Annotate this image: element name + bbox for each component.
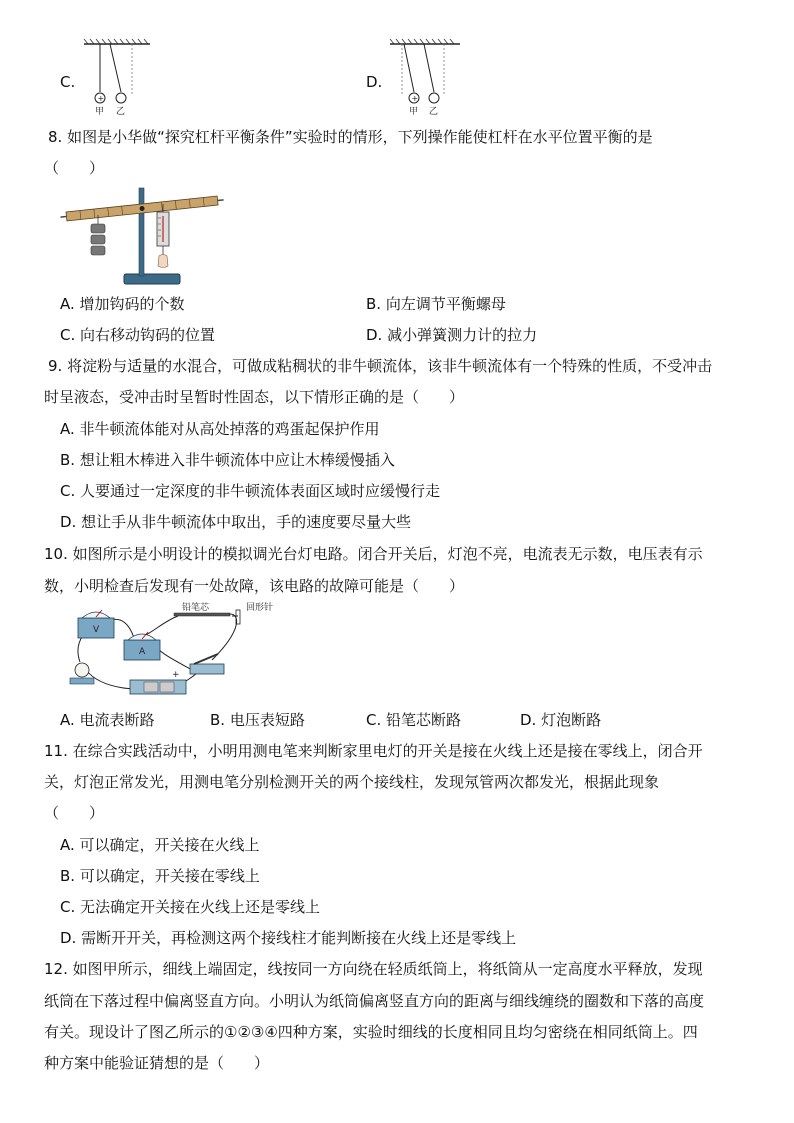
q9-option-a: A. 非牛顿流体能对从高处掉落的鸡蛋起保护作用 <box>60 420 380 438</box>
q7-d-jia-label: 甲 <box>409 107 419 117</box>
q11-stem-line2: 关，灯泡正常发光，用测电笔分别检测开关的两个接线柱，发现氖管两次都发光，根据此现象 <box>44 773 660 791</box>
q11-option-b: B. 可以确定，开关接在零线上 <box>60 867 260 885</box>
q10-option-a: A. 电流表断路 <box>60 711 155 729</box>
q7-c-jia-label: 甲 <box>95 107 105 117</box>
q12-stem-line1: 12. 如图甲所示，细线上端固定，线按同一方向绕在轻质纸筒上，将纸筒从一定高度水平释放，发现 <box>44 960 703 978</box>
q9-stem-line2: 时呈液态，受冲击时呈暂时性固态，以下情形正确的是（ ） <box>44 388 465 406</box>
q12-stem-line2: 纸筒在下落过程中偏离竖直方向。小明认为纸筒偏离竖直方向的距离与细线缠绕的圈数和下落的高度 <box>44 992 705 1010</box>
svg-text:+: + <box>411 94 419 103</box>
q11-option-d: D. 需断开开关，再检测这两个接线柱才能判断接在火线上还是零线上 <box>60 929 517 947</box>
q8-option-c: C. 向右移动钩码的位置 <box>60 326 216 344</box>
q8-stem: 8. 如图是小华做“探究杠杆平衡条件”实验时的情形，下列操作能使杠杆在水平位置平衡的是 <box>48 128 653 146</box>
q11-option-a: A. 可以确定，开关接在火线上 <box>60 836 260 854</box>
q10-option-b: B. 电压表短路 <box>210 711 305 729</box>
q9-option-b: B. 想让粗木棒进入非牛顿流体中应让木棒缓慢插入 <box>60 451 395 469</box>
q8-paren: （ ） <box>44 159 105 177</box>
q7-d-yi-label: 乙 <box>429 107 439 117</box>
q12-stem-line3: 有关。现设计了图乙所示的①②③④四种方案，实验时细线的长度相同且均匀密绕在相同纸筒上。四 <box>44 1023 698 1041</box>
q7-option-c-figure <box>82 36 152 116</box>
q11-stem-line1: 11. 在综合实践活动中，小明用测电笔来判断家里电灯的开关是接在火线上还是接在零线上，闭合开 <box>44 742 703 760</box>
q11-option-c: C. 无法确定开关接在火线上还是零线上 <box>60 898 321 916</box>
q8-option-d: D. 减小弹簧测力计的拉力 <box>366 326 538 344</box>
q9-option-d: D. 想让手从非牛顿流体中取出，手的速度要尽量大些 <box>60 513 412 531</box>
q10-option-d: D. 灯泡断路 <box>520 711 602 729</box>
svg-text:+: + <box>172 670 180 680</box>
q10-voltmeter-label: V <box>93 625 100 635</box>
q7-c-yi-label: 乙 <box>116 107 126 117</box>
q10-option-c: C. 铅笔芯断路 <box>366 711 462 729</box>
q10-clip-label: 回形针 <box>246 603 274 613</box>
q9-stem-line1: 9. 将淀粉与适量的水混合，可做成粘稠状的非牛顿流体，该非牛顿流体有一个特殊的性质，不受冲击 <box>48 357 713 375</box>
q11-paren: （ ） <box>44 804 105 822</box>
q10-ammeter-label: A <box>139 647 146 657</box>
q12-stem-line4: 种方案中能验证猜想的是（ ） <box>44 1054 270 1072</box>
q7-option-c-label: C. <box>60 73 76 91</box>
q8-option-b: B. 向左调节平衡螺母 <box>366 295 506 313</box>
q10-circuit-figure <box>62 600 274 700</box>
svg-text:+: + <box>97 94 105 103</box>
q10-pencil-lead-label: 铅笔芯 <box>182 603 210 613</box>
q7-option-d-label: D. <box>366 73 383 91</box>
q7-option-d-figure <box>388 36 464 116</box>
q10-stem-line1: 10. 如图所示是小明设计的模拟调光台灯电路。闭合开关后，灯泡不亮，电流表无示数，电压表有示 <box>44 545 703 563</box>
q10-stem-line2: 数，小明检查后发现有一处故障，该电路的故障可能是（ ） <box>44 577 465 595</box>
q9-option-c: C. 人要通过一定深度的非牛顿流体表面区域时应缓慢行走 <box>60 482 441 500</box>
q8-lever-figure <box>60 182 228 288</box>
q8-option-a: A. 增加钩码的个数 <box>60 295 185 313</box>
